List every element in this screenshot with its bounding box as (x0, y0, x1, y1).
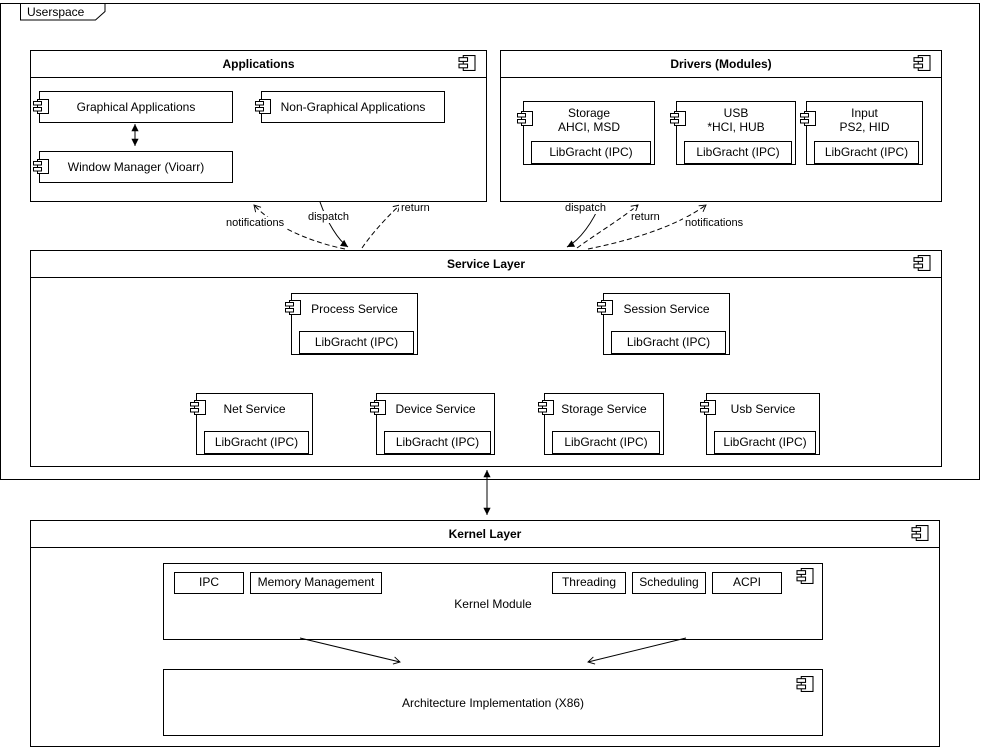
component-label: Session Service (623, 302, 710, 316)
libgracht-sub: LibGracht (IPC) (204, 431, 309, 454)
component-sublabel: AHCI, MSD (557, 120, 620, 134)
component-icon (190, 400, 206, 415)
component-net-service (196, 393, 313, 455)
component-icon (370, 400, 386, 415)
kernel-module-box (163, 563, 823, 640)
component-label: Non-Graphical Applications (280, 100, 426, 114)
component-label: Net Service (223, 402, 286, 416)
userspace-frame-label: Userspace (27, 5, 85, 19)
component-usb-service (706, 393, 820, 455)
label-dispatch-right: dispatch (565, 202, 606, 214)
component-usb-driver (676, 101, 796, 165)
kernel-module-label: Kernel Module (454, 597, 532, 611)
component-label: Usb Service (730, 402, 796, 416)
applications-package (30, 50, 487, 202)
label-notifications-right: notifications (685, 217, 744, 229)
component-label: USB (723, 106, 749, 120)
drivers-title: Drivers (Modules) (501, 51, 941, 78)
component-label: Storage Service (561, 402, 647, 416)
libgracht-sub: LibGracht (IPC) (299, 331, 414, 354)
component-sublabel: PS2, HID (839, 120, 890, 134)
kernel-layer-title: Kernel Layer (31, 521, 939, 548)
component-graphical-applications (39, 91, 233, 123)
component-icon (517, 111, 533, 126)
label-return-left: return (401, 202, 430, 214)
component-icon (670, 111, 686, 126)
component-non-graphical-applications (261, 91, 445, 123)
component-process-service (291, 293, 418, 355)
label-notifications-left: notifications (226, 217, 285, 229)
label-dispatch-left: dispatch (308, 211, 349, 223)
component-label: Window Manager (Vioarr) (67, 160, 205, 174)
component-icon (911, 525, 929, 541)
architecture-box (163, 669, 823, 736)
component-icon (538, 400, 554, 415)
box-memory-management: Memory Management (250, 572, 382, 594)
libgracht-sub: LibGracht (IPC) (531, 141, 651, 164)
component-input-driver (806, 101, 923, 165)
component-label: Storage (567, 106, 611, 120)
libgracht-sub: LibGracht (IPC) (384, 431, 491, 454)
component-icon (700, 400, 716, 415)
component-icon (913, 55, 931, 71)
label-return-right: return (631, 211, 660, 223)
component-icon (33, 159, 49, 174)
libgracht-sub: LibGracht (IPC) (714, 431, 816, 454)
component-device-service (376, 393, 495, 455)
kernel-layer-package (30, 520, 940, 747)
service-layer-package (30, 250, 942, 467)
component-label: Graphical Applications (76, 100, 196, 114)
libgracht-sub: LibGracht (IPC) (814, 141, 919, 164)
libgracht-sub: LibGracht (IPC) (611, 331, 726, 354)
userspace-frame-tab (20, 3, 106, 21)
box-threading: Threading (552, 572, 626, 594)
component-icon (597, 300, 613, 315)
component-sublabel: *HCI, HUB (707, 120, 765, 134)
box-ipc: IPC (174, 572, 244, 594)
component-icon (255, 99, 271, 114)
component-window-manager (39, 151, 233, 183)
box-scheduling: Scheduling (632, 572, 706, 594)
libgracht-sub: LibGracht (IPC) (552, 431, 660, 454)
component-label: Process Service (311, 302, 398, 316)
libgracht-sub: LibGracht (IPC) (684, 141, 792, 164)
component-label: Input (851, 106, 878, 120)
component-icon (796, 676, 814, 692)
component-icon (33, 99, 49, 114)
component-icon (285, 300, 301, 315)
component-icon (913, 255, 931, 271)
architecture-label: Architecture Implementation (X86) (401, 695, 585, 710)
component-storage-driver (523, 101, 655, 165)
service-layer-title: Service Layer (31, 251, 941, 278)
drivers-package (500, 50, 942, 202)
component-label: Device Service (395, 402, 476, 416)
applications-title: Applications (31, 51, 486, 78)
component-session-service (603, 293, 730, 355)
component-icon (800, 111, 816, 126)
box-acpi: ACPI (712, 572, 782, 594)
component-storage-service (544, 393, 664, 455)
component-icon (458, 55, 476, 71)
component-icon (796, 568, 814, 584)
